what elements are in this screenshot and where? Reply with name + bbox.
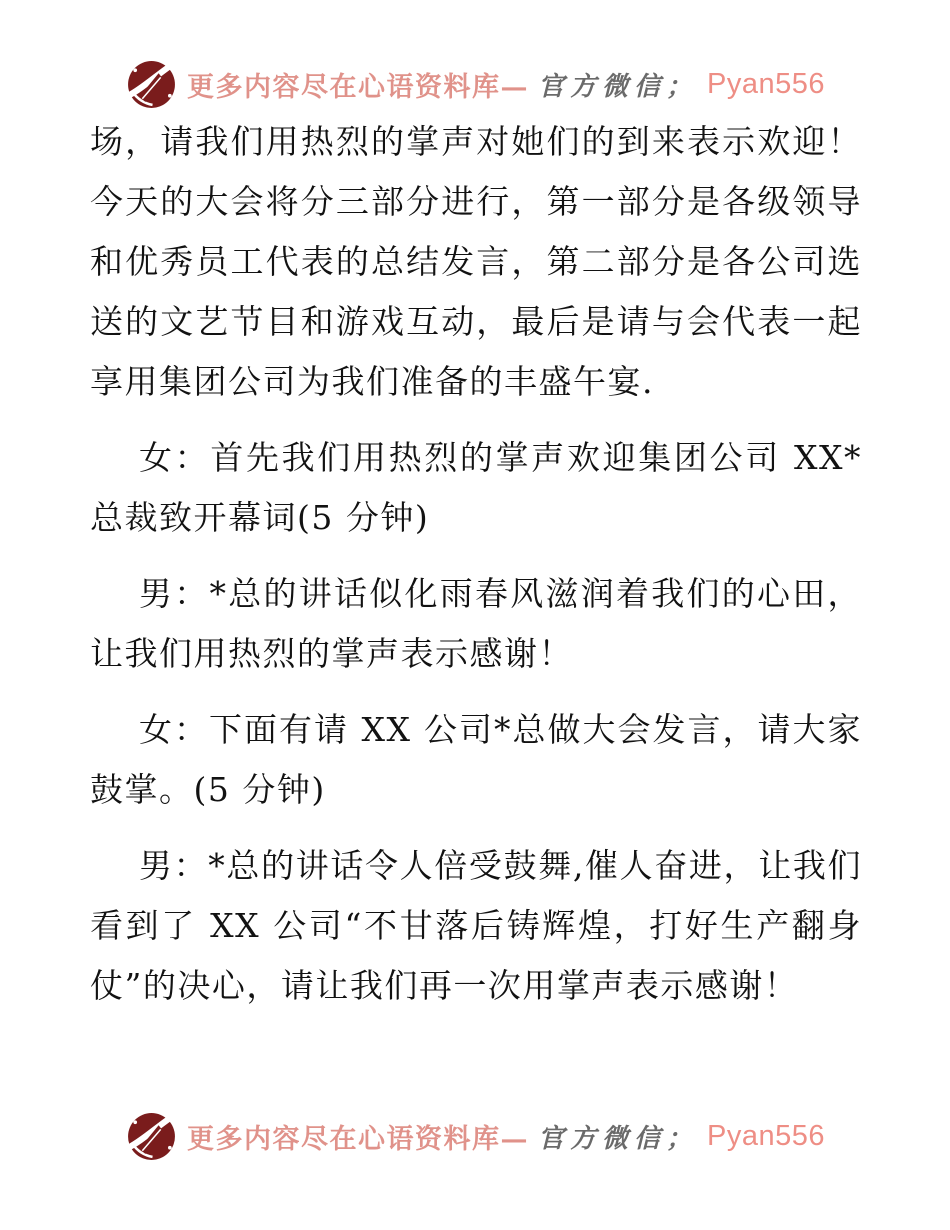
watermark-brand-text: 更多内容尽在心语资料库— <box>186 1124 529 1155</box>
watermark-wechat-label: 官方微信； <box>537 72 698 102</box>
watermark-wechat-id: Pyan556 <box>707 68 825 100</box>
header-watermark <box>0 58 950 111</box>
paragraph: 男：*总的讲话似化雨春风滋润着我们的心田，让我们用热烈的掌声表示感谢！ <box>90 574 862 673</box>
paragraph: 女：下面有请 XX 公司*总做大会发言，请大家鼓掌。(5 分钟) <box>90 710 862 809</box>
watermark-wechat-label: 官方微信； <box>537 1124 698 1154</box>
paragraph: 场，请我们用热烈的掌声对她们的到来表示欢迎！今天的大会将分三部分进行，第一部分是各级领导和优秀员工代表的总结发言，第二部分是各公司选送的文艺节目和游戏互动，最后是请与会代表一起享用集团公司为我们准备的丰盛午宴. <box>90 122 862 401</box>
footer-watermark <box>0 1110 950 1163</box>
pen-circle-logo-icon <box>125 58 178 111</box>
watermark-wechat-id: Pyan556 <box>707 1120 825 1152</box>
pen-circle-logo-icon <box>125 1110 178 1163</box>
document-body <box>90 112 862 1032</box>
paragraph: 男：*总的讲话令人倍受鼓舞,催人奋进，让我们看到了 XX 公司“不甘落后铸辉煌，打好生产翻身仗”的决心，请让我们再一次用掌声表示感谢！ <box>90 846 862 1005</box>
paragraph: 女：首先我们用热烈的掌声欢迎集团公司 XX*总裁致开幕词(5 分钟) <box>90 438 862 537</box>
watermark-brand-text: 更多内容尽在心语资料库— <box>186 72 529 103</box>
